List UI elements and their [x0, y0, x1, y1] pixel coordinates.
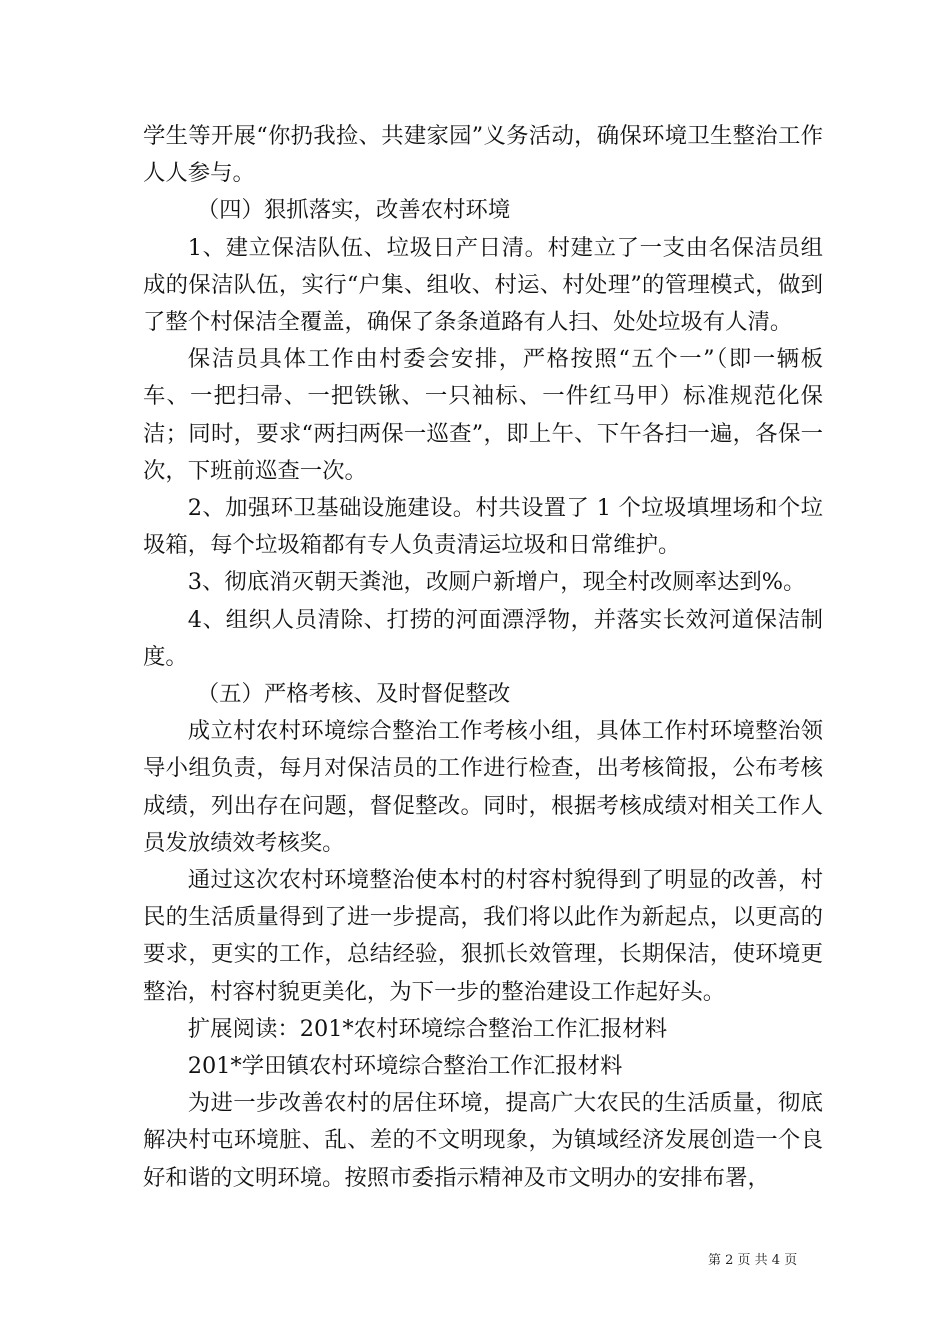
paragraph-3: 保洁员具体工作由村委会安排，严格按照“五个一”（即一辆板车、一把扫帚、一把铁锹、一只袖标、一件红马甲）标准规范化保洁；同时，要求“两扫两保一巡查”，即上午、下午各扫一遍，各保一次，下班前巡查一次。 [143, 346, 823, 484]
paragraph-4: 2、加强环卫基础设施建设。村共设置了 1 个垃圾填埋场和个垃圾箱，每个垃圾箱都有专人负责清运垃圾和日常维护。 [143, 495, 823, 559]
paragraph-1: 学生等开展“你扔我捡、共建家园”义务活动，确保环境卫生整治工作人人参与。 [143, 123, 823, 187]
report-title: 201*学田镇农村环境综合整治工作汇报材料 [187, 1053, 623, 1080]
document-body [143, 118, 823, 1197]
paragraph-8: 通过这次农村环境整治使本村的村容村貌得到了明显的改善，村民的生活质量得到了进一步提高，我们将以此作为新起点，以更高的要求，更实的工作，总结经验，狠抓长效管理，长期保洁，使环境更整治，村容村貌更美化，为下一步的整治建设工作起好头。 [143, 867, 823, 1005]
section-heading-5: （五）严格考核、及时督促整改 [196, 681, 511, 708]
paragraph-2: 1、建立保洁队伍、垃圾日产日清。村建立了一支由名保洁员组成的保洁队伍，实行“户集、组收、村运、村处理”的管理模式，做到了整个村保洁全覆盖，确保了条条道路有人扫、处处垃圾有人清。 [143, 234, 823, 336]
paragraph-7: 成立村农村环境综合整治工作考核小组，具体工作村环境整治领导小组负责，每月对保洁员的工作进行检查，出考核简报，公布考核成绩，列出存在问题，督促整改。同时，根据考核成绩对相关工作人员发放绩效考核奖。 [143, 718, 823, 856]
paragraph-9: 为进一步改善农村的居住环境，提高广大农民的生活质量，彻底解决村屯环境脏、乱、差的不文明现象，为镇域经济发展创造一个良好和谐的文明环境。按照市委指示精神及市文明办的安排布署， [143, 1090, 823, 1191]
paragraph-5: 3、彻底消灭朝天粪池，改厕户新增户，现全村改厕率达到%。 [187, 569, 806, 596]
extended-reading-title: 扩展阅读：201*农村环境综合整治工作汇报材料 [187, 1015, 668, 1042]
section-heading-4: （四）狠抓落实，改善农村环境 [196, 197, 511, 224]
paragraph-6: 4、组织人员清除、打捞的河面漂浮物，并落实长效河道保洁制度。 [143, 606, 823, 670]
page-number: 第 2 页 共 4 页 [708, 1253, 798, 1268]
